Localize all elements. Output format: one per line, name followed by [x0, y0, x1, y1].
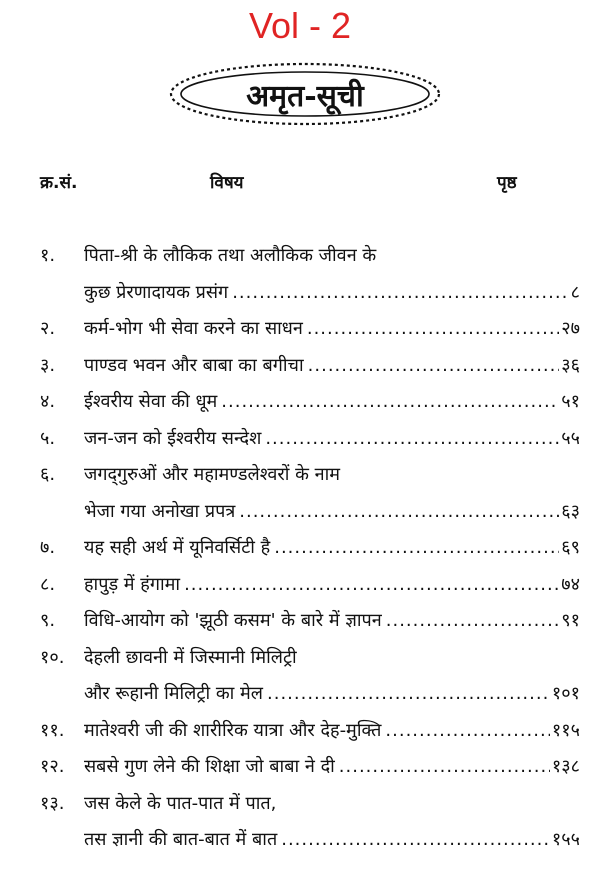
entry-page-number: ६९ — [561, 537, 580, 558]
entry-title: मातेश्वरी जी की शारीरिक यात्रा और देह-मुक्ति — [84, 719, 382, 741]
toc-entry-line — [40, 572, 580, 609]
toc-entry-line — [40, 316, 580, 353]
entry-title: जन-जन को ईश्वरीय सन्देश — [84, 427, 262, 449]
entry-number: १३. — [40, 792, 65, 814]
entry-title: जस केले के पात-पात में पात, — [84, 792, 277, 814]
toc-entry-line — [40, 280, 580, 317]
dot-leader — [239, 501, 559, 522]
entry-page-number: १५५ — [551, 829, 580, 850]
toc-entry-line — [40, 353, 580, 390]
entry-title: भेजा गया अनोखा प्रपत्र — [84, 500, 236, 522]
entry-number: ६. — [40, 464, 56, 485]
entry-number: १. — [40, 245, 56, 266]
volume-label: Vol - 2 — [248, 5, 352, 46]
contents-list — [40, 243, 580, 864]
dot-leader — [339, 756, 550, 777]
entry-title: विधि-आयोग को 'झूठी कसम' के बारे में ज्ञापन — [84, 610, 382, 631]
toc-entry-line — [40, 608, 580, 645]
entry-number: १२. — [40, 756, 65, 777]
dot-leader — [307, 318, 559, 339]
toc-entry-line — [40, 681, 580, 718]
entry-page-number: ६३ — [561, 500, 580, 522]
entry-page-number: ११५ — [551, 719, 580, 741]
dot-leader — [386, 610, 560, 631]
column-header-serial: क्र.सं. — [40, 173, 78, 193]
entry-title: कुछ प्रेरणादायक प्रसंग — [84, 281, 229, 303]
toc-entry-line — [40, 389, 580, 426]
entry-number: ८. — [40, 573, 56, 595]
entry-title: और रूहानी मिलिट्री का मेल — [84, 683, 263, 704]
toc-entry-line — [40, 426, 580, 463]
toc-entry-line — [40, 718, 580, 755]
title-banner — [165, 58, 445, 130]
entry-page-number: ३६ — [561, 354, 580, 376]
entry-page-number: ८ — [570, 281, 580, 303]
dot-leader — [265, 428, 559, 449]
entry-page-number: ५५ — [561, 427, 580, 449]
entry-number: ४. — [40, 391, 56, 412]
toc-entry-line — [40, 462, 580, 499]
dot-leader — [274, 537, 559, 558]
entry-number: २. — [40, 318, 56, 339]
toc-entry-line — [40, 754, 580, 791]
toc-entry-line — [40, 645, 580, 682]
entry-title: जगद्‌गुरुओं और महामण्डलेश्वरों के नाम — [84, 464, 341, 485]
column-header-page: पृष्ठ — [497, 173, 517, 193]
entry-title: सबसे गुण लेने की शिक्षा जो बाबा ने दी — [84, 756, 335, 777]
entry-title: हापुड़ में हंगामा — [84, 573, 181, 595]
entry-number: ९. — [40, 610, 56, 631]
entry-number: ७. — [40, 537, 56, 558]
dot-leader — [184, 574, 559, 595]
entry-number: १०. — [40, 646, 65, 668]
dot-leader — [232, 282, 568, 303]
toc-entry-line — [40, 791, 580, 828]
dot-leader — [281, 829, 550, 850]
toc-entry-line — [40, 827, 580, 864]
toc-entry-line — [40, 535, 580, 572]
toc-entry-line — [40, 499, 580, 536]
entry-page-number: ९१ — [561, 610, 580, 631]
entry-page-number: १०१ — [551, 683, 580, 704]
dot-leader — [308, 355, 560, 376]
entry-title: देहली छावनी में जिस्मानी मिलिट्री — [84, 646, 297, 668]
dot-leader — [221, 391, 559, 412]
entry-page-number: १३८ — [551, 756, 580, 777]
dot-leader — [267, 683, 550, 704]
page-title: अमृत-सूची — [246, 78, 364, 114]
entry-number: ३. — [40, 354, 56, 376]
entry-page-number: २७ — [561, 318, 580, 339]
entry-page-number: ७४ — [561, 573, 580, 595]
entry-title: कर्म-भोग भी सेवा करने का साधन — [84, 318, 303, 339]
entry-title: पाण्डव भवन और बाबा का बगीचा — [84, 354, 304, 376]
entry-title: ईश्वरीय सेवा की धूम — [84, 391, 218, 412]
entry-title: तस ज्ञानी की बात-बात में बात — [84, 829, 278, 850]
entry-number: ५. — [40, 427, 56, 449]
entry-number: ११. — [40, 719, 65, 741]
entry-title: पिता-श्री के लौकिक तथा अलौकिक जीवन के — [84, 245, 377, 266]
dot-leader — [385, 720, 550, 741]
entry-title: यह सही अर्थ में यूनिवर्सिटी है — [84, 537, 271, 558]
toc-entry-line — [40, 243, 580, 280]
entry-page-number: ५१ — [561, 391, 580, 412]
column-header-subject: विषय — [210, 173, 244, 193]
